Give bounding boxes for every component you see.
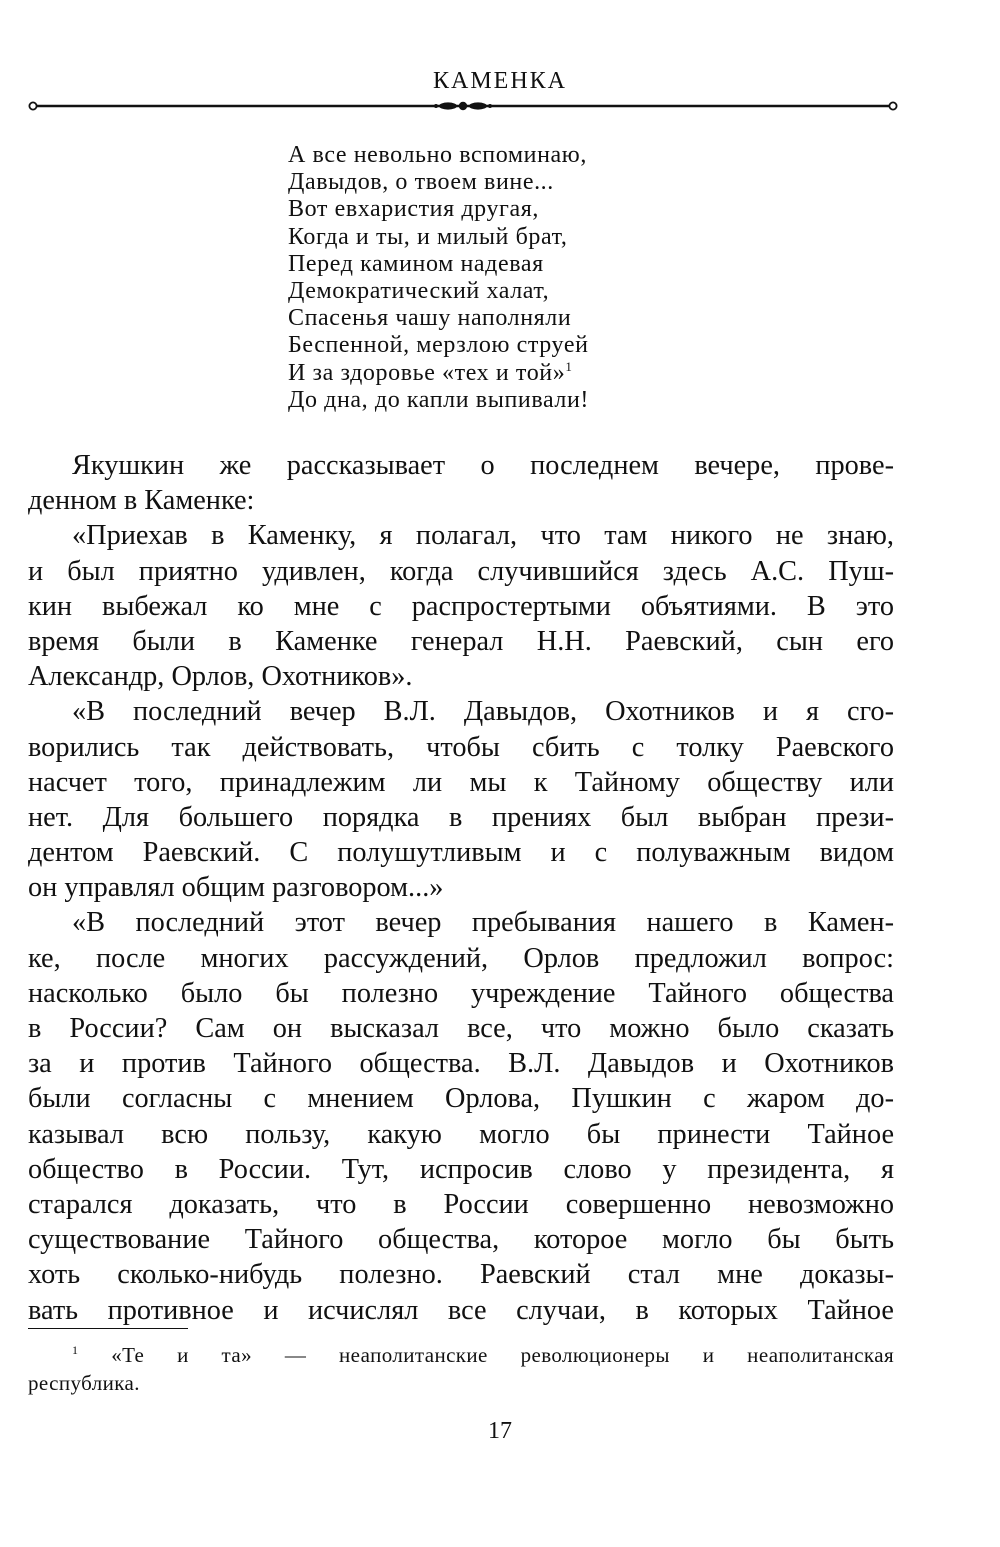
page-number: 17 — [488, 1418, 512, 1444]
poem-line: До дна, до капли выпивали! — [288, 386, 590, 413]
poem-line-text: И за здоровье «тех и той» — [288, 359, 566, 386]
text-line: и был приятно удивлен, когда случившийся здесь А.С. Пуш- — [28, 555, 894, 587]
poem-line: Когда и ты, и милый брат, — [288, 223, 568, 250]
poem-line: А все невольно вспоминаю, — [288, 142, 587, 168]
text-line: он управлял общим разговором...» — [28, 872, 444, 904]
footnote-marker: 1 — [72, 1343, 79, 1357]
text-line: казывал всю пользу, какую могло бы принести Тайное — [28, 1118, 894, 1150]
text-line: ке, после многих рассуждений, Орлов предложил вопрос: — [28, 942, 894, 974]
text-line: время были в Каменке генерал Н.Н. Раевский, сын его — [28, 625, 894, 657]
text-line: старался доказать, что в России совершенно невозможно — [28, 1188, 894, 1220]
text-line: нет. Для большего порядка в прениях был выбран прези- — [28, 801, 894, 833]
text-line: ворились так действовать, чтобы сбить с толку Раевского — [28, 731, 894, 763]
footnote — [28, 1341, 894, 1397]
body-text — [28, 448, 894, 1328]
poem-stanza — [288, 142, 589, 414]
footnote-line: республика. — [28, 1371, 140, 1395]
text-line: «В последний вечер В.Л. Давыдов, Охотников и я сго- — [72, 696, 894, 728]
text-line: вать противное и исчислял все случаи, в которых Тайное — [28, 1294, 894, 1326]
text-line: были согласны с мнением Орлова, Пушкин с жаром до- — [28, 1083, 894, 1115]
poem-line: Давыдов, о твоем вине... — [288, 169, 554, 196]
footnote-line — [28, 1341, 894, 1369]
text-line: в России? Сам он высказал все, что можно было сказать — [28, 1013, 894, 1044]
text-line: существование Тайного общества, которое могло бы быть — [28, 1224, 894, 1256]
text-line: дентом Раевский. С полушутливым и с полуважным видом — [28, 837, 894, 869]
text-line: Александр, Орлов, Охотников». — [28, 661, 413, 693]
text-line: насколько было бы полезно учреждение Тайного общества — [28, 977, 894, 1009]
poem-line: Вот евхаристия другая, — [288, 196, 539, 223]
poem-line: Беспенной, мерзлою струей — [288, 332, 589, 359]
text-line: «В последний этот вечер пребывания нашего в Камен- — [72, 907, 894, 939]
text-line: денном в Каменке: — [28, 485, 255, 517]
text-line: Якушкин же рассказывает о последнем вечере, прове- — [72, 450, 894, 481]
poem-line: Спасенья чашу наполняли — [288, 305, 572, 332]
text-line: кин выбежал ко мне с распростертыми объятиями. В это — [28, 590, 894, 622]
poem-line: Перед камином надевая — [288, 250, 544, 277]
footnote-text: «Те и та» — неаполитанские революционеры и неаполитанская — [111, 1343, 894, 1367]
poem-line: Демократический халат, — [288, 278, 550, 305]
footnote-reference: 1 — [565, 358, 573, 374]
text-line: за и против Тайного общества. В.Л. Давыдов и Охотников — [28, 1048, 894, 1080]
header-ornament-rule — [28, 96, 898, 116]
text-line: «Приехав в Каменку, я полагал, что там никого не знаю, — [72, 520, 894, 552]
text-line: общество в России. Тут, испросив слово у президента, я — [28, 1153, 894, 1185]
footnote-separator — [28, 1328, 188, 1329]
running-head: КАМЕНКА — [432, 68, 567, 94]
text-line: хоть сколько-нибудь полезно. Раевский стал мне доказы- — [28, 1259, 894, 1291]
poem-line — [288, 360, 589, 387]
text-line: насчет того, принадлежим ли мы к Тайному обществу или — [28, 766, 894, 798]
